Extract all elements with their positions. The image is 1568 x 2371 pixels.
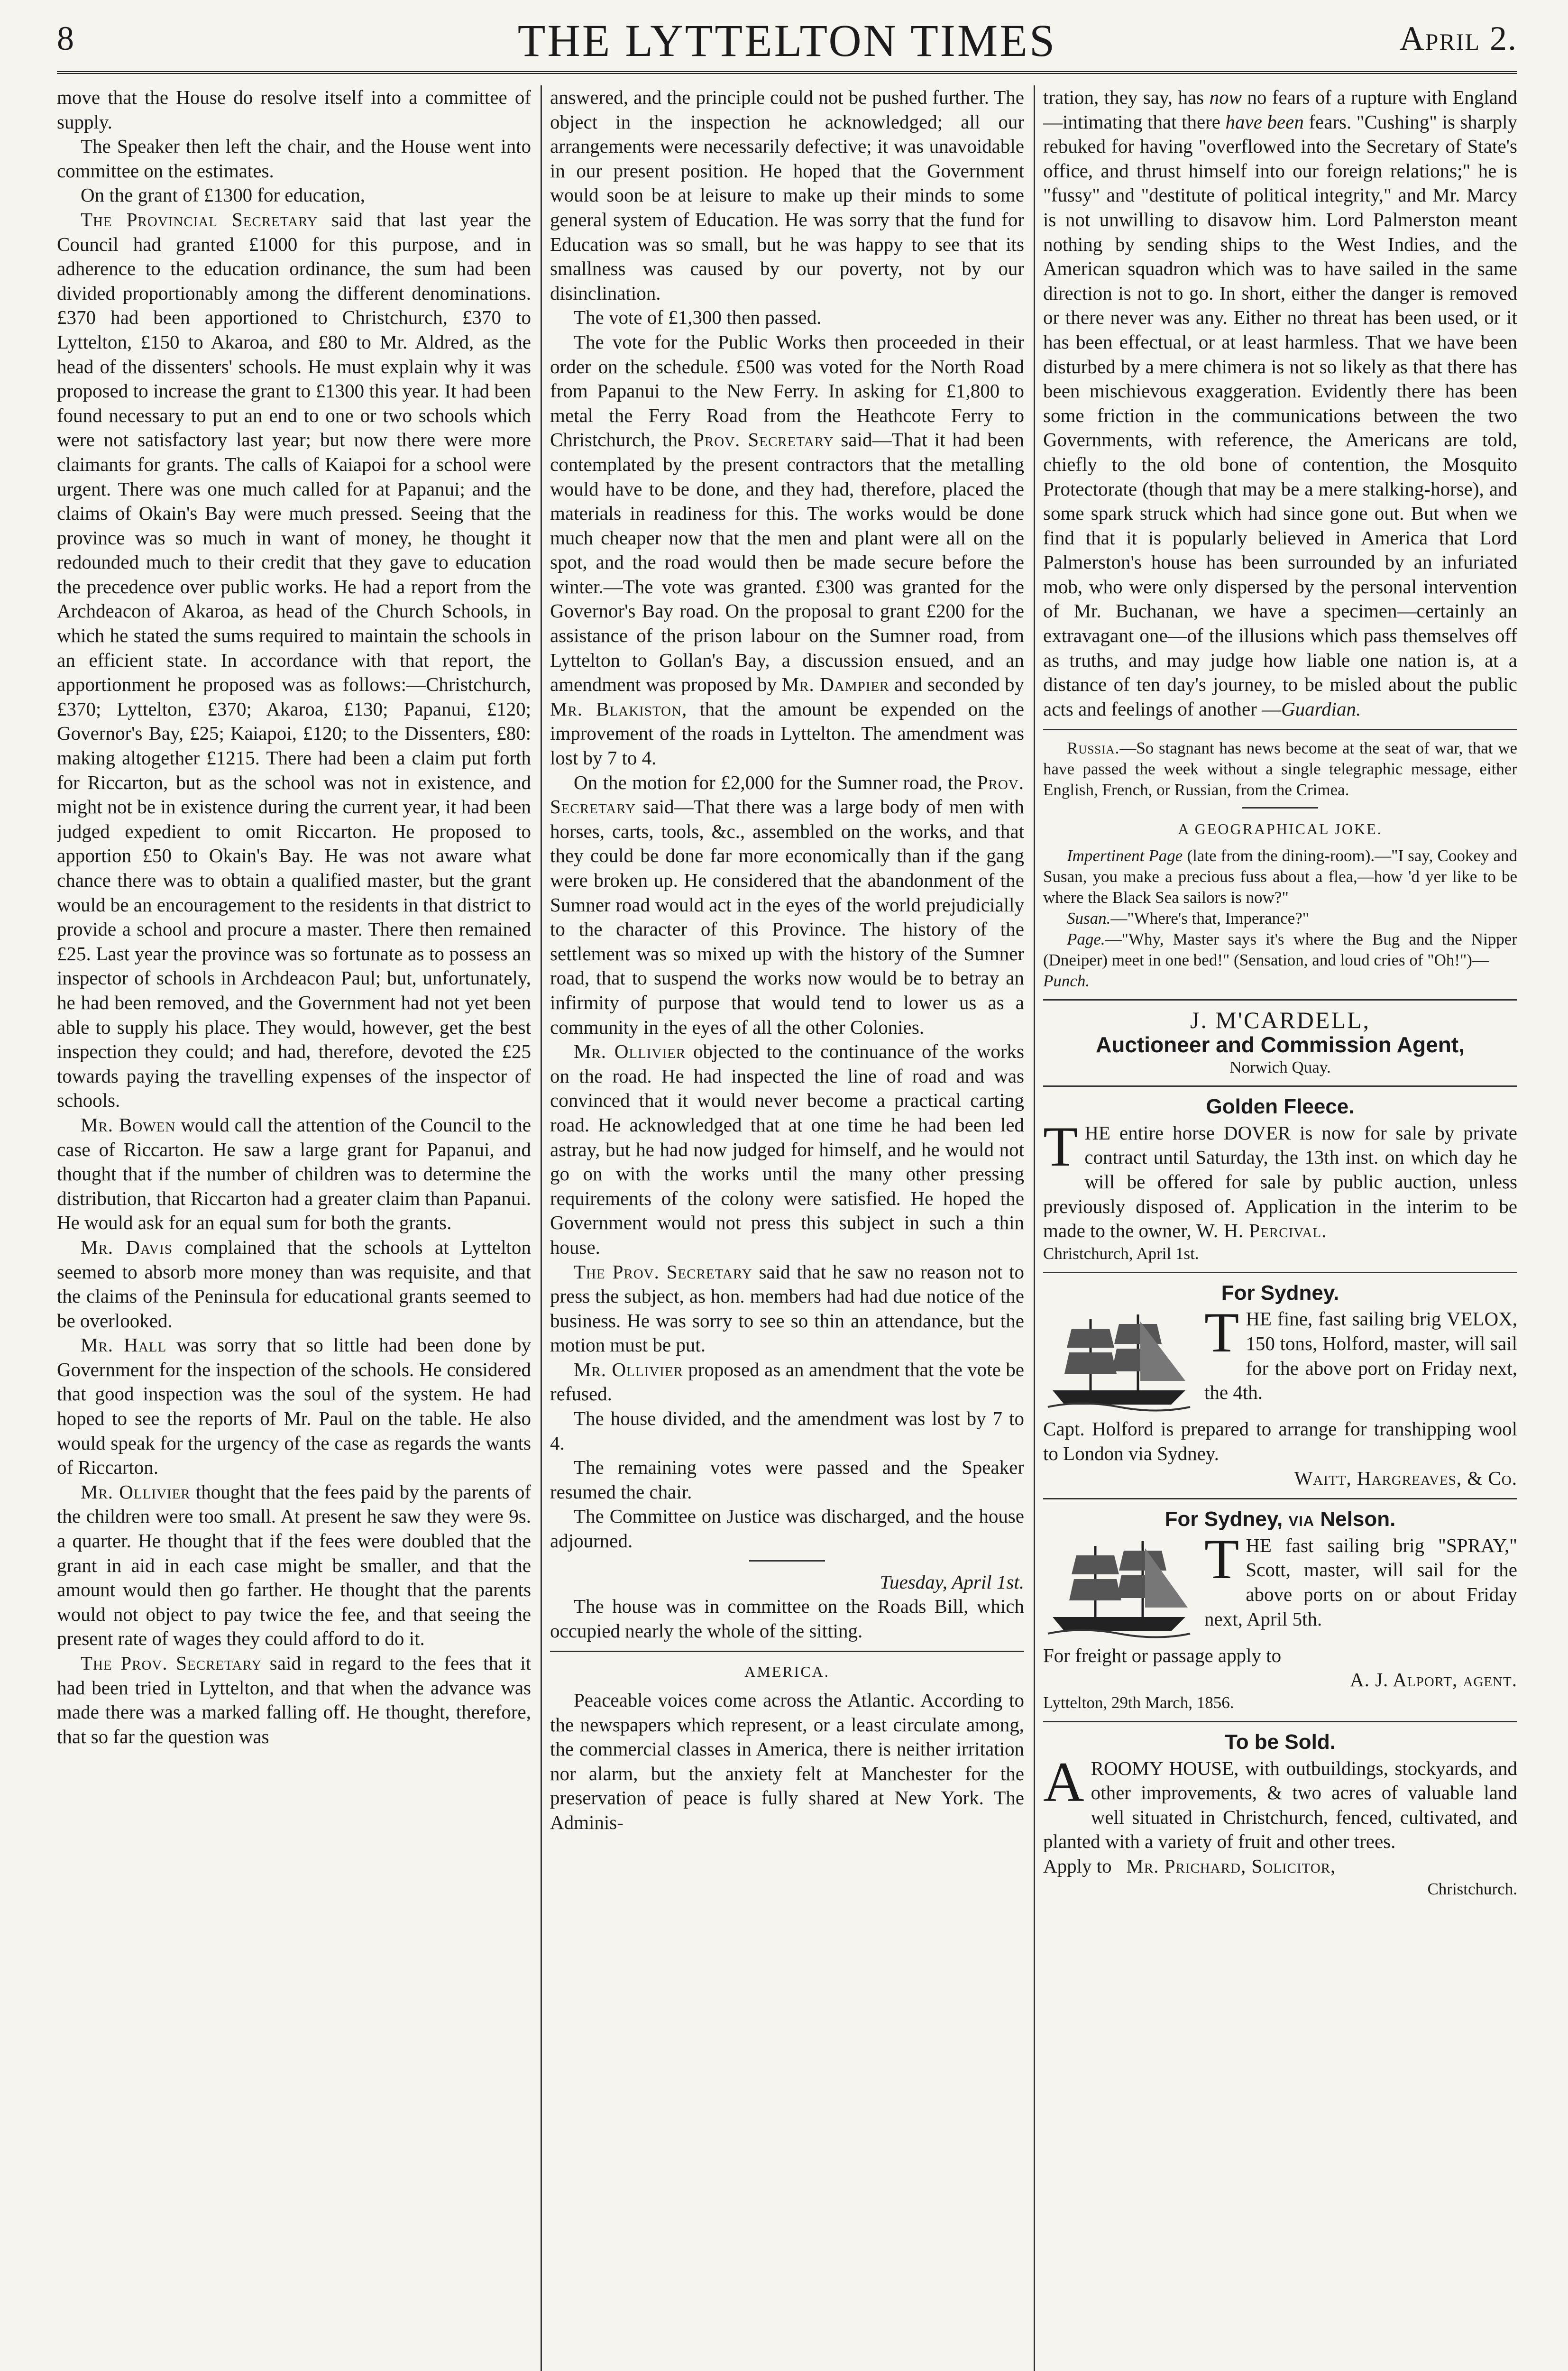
- text-run: fears. "Cushing" is sharply rebuked for having "overflowed into the Secretary of State's office, and thrust himself into our foreign relations;" he is "fussy" and "destitute of political integrity," and Mr. Marcy is not unwilling to disavow him. Lord Palmerston meant nothing by sending ships to the West Indies, and the American squadron which was to have sailed in the same direction is not to go. In short, either the danger is removed or there never was any. Either no threat has been used, or it has been effectual, or at least harmless. That we have been disturbed by a mere chimera is not so likely as that there has been mischievous exaggeration. Evidently there has been some friction in the communications between the two Governments, with reference, the Americans are told, chiefly to the old bone of contention, the Mosquito Protectorate (though that may be a mere stalking-horse), and some spark struck which had since gone out. But when we find that it is popularly believed in America that Lord Palmerston's house has been surrounded by an infuriated mob, who were only dispersed by the personal intervention of Mr. Buchanan, we have a specimen—certainly an extravagant one—of the illusions which pass themselves off as truths, and may judge how liable one nation is, at a distance of ten day's journey, to be misled about the public acts and feelings of another —: [1043, 110, 1517, 720]
- solicitor-name: Mr. Prichard, Solicitor,: [1126, 1855, 1336, 1877]
- text-run: said—That there was a large body of men with horses, carts, tools, &c., assembled on the works, and that they could be done far more economically than if the gang were broken up. He considered that the abandonment of the Sumner road would act in the eyes of the world prejudicially to the character of this Province. The history of the settlement was so mixed up with the history of the Sumner road, that to suspend the works now would be to betray an infirmity of purpose that would tend to lower us as a community in the eyes of all the other Colonies.: [550, 796, 1024, 1038]
- paragraph: The Committee on Justice was discharged, and the house adjourned.: [550, 1505, 1024, 1552]
- paragraph: [550, 771, 1024, 1040]
- speaker-name: Page.: [1067, 930, 1105, 949]
- paragraph: [1043, 85, 1517, 721]
- paragraph: [1043, 908, 1517, 929]
- ad-place: Christchurch, April 1st.: [1043, 1244, 1199, 1263]
- paragraph: The house was in committee on the Roads Bill, which occupied nearly the whole of the sitting.: [550, 1595, 1024, 1642]
- column-1: [57, 85, 531, 2371]
- section-rule: [550, 1651, 1024, 1652]
- column-2: [550, 85, 1024, 2371]
- speech-text: objected to the continuance of the works on the road. He had inspected the line of road and was convinced that it would never become a practical carting road. He acknowledged that at one time he had been led astray, but he had now judged for himself, and he would not go on with the works until the many other pressing requirements of the colony were satisfied. He hoped the Government would not press this subject in such a thin house.: [550, 1040, 1024, 1258]
- owner-name: W. H. Percival.: [1196, 1220, 1327, 1242]
- speaker-name: Impertinent Page: [1067, 846, 1183, 865]
- text-run: The vote for the Public Works then proceeded in their order on the schedule. £500 was voted for the North Road from Papanui to the New Ferry. In asking for £1,800 to metal the Ferry Road from the Heathcote Ferry to Christchurch, the: [550, 331, 1024, 451]
- emphasis: now: [1209, 86, 1242, 108]
- section-rule: [1242, 807, 1318, 809]
- ad-body: [1043, 1114, 1517, 1243]
- text-run: —"Why, Master says it's where the Bug and the Nipper (Dneiper) meet in one bed!" (Sensation, and loud cries of "Oh!")—: [1043, 930, 1517, 970]
- speech-text: said in regard to the fees that it had been tried in Lyttelton, and that when the advance was made there was a marked falling off. He thought, therefore, that so far the question was: [57, 1652, 531, 1747]
- speaker-name: Mr. Ollivier: [81, 1480, 191, 1503]
- section-rule: [1043, 999, 1517, 1001]
- source-credit: Punch.: [1043, 972, 1090, 991]
- speech-text: said that he saw no reason not to press the subject, as hon. members had had due notice of the business. He was sorry to see so thin an attendance, but the motion must be put.: [550, 1260, 1024, 1356]
- speech-text: thought that the fees paid by the parents of the children were too small. At present he saw they were 9s. a quarter. He thought that if the fees were doubled that the grant in aid in each case might be smaller, and that the amount would then go farther. He thought that the parents would not object to pay twice the fee, and that seeing the present rate of wages they could afford to do it.: [57, 1480, 531, 1650]
- paragraph: [57, 1651, 531, 1749]
- speech-text: said that last year the Council had granted £1000 for this purpose, and in adherence to the education ordinance, the sum had been divided proportionably among the different denominations. £370 had been apportioned to Christchurch, £370 to Lyttelton, £150 to Akaroa, and £80 to Mr. Aldred, as the head of the dissenters' schools. He must explain why it was proposed to increase the grant to £1300 this year. It had been found necessary to put an end to one or two schools which were not satisfactory last year; but now there were more claimants for grants. The calls of Kaiapoi for a school were urgent. There was one much called for at Papanui; and the claims of Okain's Bay were much pressed. Seeing that the province was so much in want of money, he thought it redounded much to their credit that they gave to education the precedence over public works. He had a report from the Archdeacon of Akaroa, as head of the Church Schools, in which he stated the sums required to maintain the schools in an efficient state. In accordance with that report, the apportionment he proposed was as follows:—Christchurch, £370; Lyttelton, £370; Akaroa, £130; Papanui, £120; Governor's Bay, £25; Kaiapoi, £120; to the Dissenters, £80: making altogether £1215. There had been a claim put forth for Riccarton, but as the school was not in existence, and might not be in existence during the current year, it had been judged expedient to omit Riccarton. He proposed to apportion £50 to Okain's Bay. He was not aware what chance there was to obtain a qualified master, but the grant would be an encouragement to the residents in that district to provide a school and procure a master. There then remained £25. Last year the province was so fortunate as to possess an inspector of schools in Archdeacon Paul; but, unfortunately, he had been removed, and the Government had not yet been able to supply his place. They would, however, get the best inspection they could; and had, therefore, devoted the £25 towards paying the travelling expenses of the inspector of schools.: [57, 208, 531, 1112]
- ad-place: Lyttelton, 29th March, 1856.: [1043, 1693, 1234, 1712]
- paragraph: [57, 1235, 531, 1333]
- section-rule: [749, 1560, 825, 1562]
- advertiser-address: Norwich Quay.: [1229, 1058, 1331, 1077]
- paragraph: move that the House do resolve itself into a committee of supply.: [57, 86, 531, 133]
- section-title-joke: A GEOGRAPHICAL JOKE.: [1178, 820, 1383, 838]
- speaker-name: Mr. Dampier: [781, 673, 889, 696]
- item-title: Russia.: [1067, 739, 1120, 758]
- ad-agents: Waitt, Hargreaves, & Co.: [1294, 1467, 1517, 1489]
- paragraph: [57, 1333, 531, 1480]
- ad-body: [1043, 1854, 1517, 1879]
- paragraph: The house divided, and the amendment was lost by 7 to 4.: [550, 1407, 1024, 1454]
- advertisement-spray: [1043, 1507, 1517, 1713]
- page-header: [57, 9, 1517, 74]
- text-run: HE entire horse DOVER is now for sale by private contract until Saturday, the 13th inst. on which day he will be offered for sale by public auction, unless previously disposed of. Application in the interim to be made to the owner,: [1043, 1121, 1517, 1242]
- text-run: —"Where's that, Imperance?": [1110, 909, 1310, 928]
- paragraph: [550, 1039, 1024, 1259]
- text-run: via: [1288, 1507, 1315, 1531]
- text-run: no fears of a rupture with England—intimating that there: [1043, 86, 1517, 133]
- ad-body: [1043, 1750, 1517, 1854]
- paragraph: The Speaker then left the chair, and the House went into committee on the estimates.: [57, 135, 531, 182]
- speech-text: proposed as an amendment that the vote be refused.: [550, 1358, 1024, 1405]
- section-rule: [1043, 1272, 1517, 1273]
- advertiser-name: J. M'CARDELL,: [1190, 1007, 1370, 1034]
- paragraph: The vote of £1,300 then passed.: [574, 306, 822, 329]
- advertiser-role: Auctioneer and Commission Agent,: [1096, 1032, 1465, 1057]
- text-run: said—That it had been contemplated by the present contractors that the metalling would have to be done, and they had, therefore, placed the materials in readiness for this. The works would be done much cheaper now that the men and plant were all on the spot, and the road would then be made secure before the winter.—The vote was granted. £300 was granted for the Governor's Bay road. On the proposal to grant £200 for the assistance of the prison labour on the Sumner road, from Lyttelton to Gollan's Bay, a discussion ensued, and an amendment was proposed by: [550, 429, 1024, 696]
- ad-heading: To be Sold.: [1225, 1730, 1336, 1754]
- section-rule: [1043, 1721, 1517, 1722]
- text-run: ROOMY HOUSE, with outbuildings, stockyards, and other improvements, & two acres of valuable land well situated in Christchurch, fenced, cultivated, and planted with a variety of fruit and other trees.: [1043, 1757, 1517, 1853]
- sailing-ship-icon: [1043, 1536, 1195, 1641]
- section-title-america: AMERICA.: [744, 1663, 830, 1681]
- text-run: Apply to: [1043, 1855, 1112, 1877]
- advertisement-house-for-sale: [1043, 1730, 1517, 1900]
- sailing-ship-icon: [1043, 1310, 1195, 1414]
- advertisement-velox: [1043, 1281, 1517, 1490]
- ad-heading: [1043, 1507, 1517, 1532]
- speaker-name: Susan.: [1067, 909, 1111, 928]
- masthead-title: THE LYTTELTON TIMES: [517, 15, 1057, 66]
- paragraph: [1043, 971, 1517, 992]
- section-rule: [1043, 729, 1517, 730]
- text-run: Nelson.: [1320, 1507, 1396, 1531]
- speaker-name: Mr. Davis: [81, 1236, 173, 1258]
- emphasis: have been: [1225, 110, 1304, 133]
- section-rule: [1043, 1498, 1517, 1499]
- paragraph: [550, 330, 1024, 771]
- ad-place: Christchurch.: [1427, 1879, 1517, 1898]
- text-run: On the motion for £2,000 for the Sumner road, the: [574, 771, 972, 793]
- text-run: , that the amount be expended on the improvement of the roads in Lyttelton. The amendment was lost by 7 to 4.: [550, 698, 1024, 769]
- text-run: For Sydney,: [1165, 1507, 1283, 1531]
- text-run: —So stagnant has news become at the seat of war, that we have passed the week without a single telegraphic message, either English, French, or Russian, from the Crimea.: [1043, 739, 1517, 800]
- column-3: [1043, 85, 1517, 2371]
- paragraph: [1043, 929, 1517, 971]
- page-number: 8: [57, 19, 74, 57]
- speech-text: was sorry that so little had been done by Government for the inspection of the schools. He considered that good inspection was the soul of the system. He had hoped to see the reports of Mr. Paul on the table. He also would speak for the urgency of the case as regards the wants of Riccarton.: [57, 1334, 531, 1479]
- paragraph: [550, 1358, 1024, 1406]
- speaker-name: Prov. Secretary: [693, 429, 834, 451]
- drop-cap: T: [1204, 1527, 1239, 1590]
- paragraph: On the grant of £1300 for education,: [81, 184, 366, 206]
- text-run: and seconded by: [894, 673, 1024, 696]
- paragraph: [550, 1260, 1024, 1358]
- column-divider: [1034, 85, 1035, 2371]
- dateline-text: Tuesday, April 1st.: [880, 1571, 1024, 1593]
- speaker-name: Prov. Secretary: [550, 771, 1024, 818]
- speaker-name: Mr. Hall: [81, 1334, 167, 1356]
- speaker-name: Mr. Ollivier: [574, 1358, 683, 1380]
- speaker-name: The Provincial Secretary: [81, 208, 318, 230]
- paragraph: [1043, 845, 1517, 908]
- paragraph: answered, and the principle could not be pushed further. The object in the inspection he acknowledged; all our arrangements were necessarily defective; it was unavoidable in our present position. He hoped that the Government would soon be at leisure to make up their minds to some general system of Education. He was sorry that the fund for Education was so small, but he was happy to see that its smallness was caused by our poverty, not by our disinclination.: [550, 86, 1024, 304]
- ad-agent: A. J. Alport, agent.: [1349, 1669, 1517, 1691]
- paragraph: [1043, 738, 1517, 800]
- advertisement-mccardell: [1043, 1008, 1517, 1078]
- advertisement-golden-fleece: [1043, 1094, 1517, 1264]
- paragraph: [57, 1480, 531, 1651]
- text-run: tration, they say, has: [1043, 86, 1204, 108]
- drop-cap: T: [1043, 1114, 1078, 1178]
- text-run: HE fast sailing brig "SPRAY," Scott, master, will sail for the above ports on or about Friday next, April 5th.: [1204, 1534, 1517, 1630]
- ad-body: For freight or passage apply to: [1043, 1644, 1282, 1666]
- ad-heading: Golden Fleece.: [1206, 1095, 1355, 1119]
- ad-body: Capt. Holford is prepared to arrange for transhipping wool to London via Sydney.: [1043, 1418, 1517, 1464]
- speaker-name: Mr. Blakiston: [550, 698, 682, 720]
- text-run: (late from the dining-room).—"I say, Cookey and Susan, you make a precious fuss about a flea,—how 'd yer like to be where the Black Sea sailors is now?": [1043, 846, 1517, 907]
- speaker-name: Mr. Ollivier: [574, 1040, 686, 1063]
- drop-cap: A: [1043, 1750, 1084, 1813]
- dateline: [550, 1570, 1024, 1595]
- speaker-name: The Prov. Secretary: [574, 1260, 752, 1283]
- ad-heading: For Sydney.: [1221, 1281, 1339, 1305]
- drop-cap: T: [1204, 1301, 1239, 1364]
- paragraph: [57, 1113, 531, 1235]
- column-divider: [541, 85, 542, 2371]
- speaker-name: The Prov. Secretary: [81, 1652, 262, 1674]
- paragraph: [57, 208, 531, 1113]
- issue-date: April 2.: [1399, 19, 1517, 57]
- speech-text: complained that the schools at Lyttelton seemed to absorb more money than was requisite, and that the claims of the Peninsula for educational grants seemed to be overlooked.: [57, 1236, 531, 1332]
- speaker-name: Mr. Bowen: [81, 1113, 176, 1136]
- section-rule: [1043, 1085, 1517, 1087]
- paragraph: Peaceable voices come across the Atlantic. According to the newspapers which represent, or a least circulate among, the commercial classes in America, there is neither irritation nor alarm, but the anxiety felt at Manchester for the preservation of peace is fully shared at New York. The Adminis-: [550, 1689, 1024, 1833]
- paragraph: The remaining votes were passed and the Speaker resumed the chair.: [550, 1456, 1024, 1503]
- speech-text: would call the attention of the Council to the case of Riccarton. He saw a large grant for Papanui, and thought that if the number of children was to determine the distribution, that Riccarton had a greater claim than Papanui. He would ask for an equal sum for both the grants.: [57, 1113, 531, 1234]
- source-credit: Guardian.: [1281, 698, 1361, 720]
- text-run: HE fine, fast sailing brig VELOX, 150 tons, Holford, master, will sail for the above port on Friday next, the 4th.: [1204, 1308, 1517, 1404]
